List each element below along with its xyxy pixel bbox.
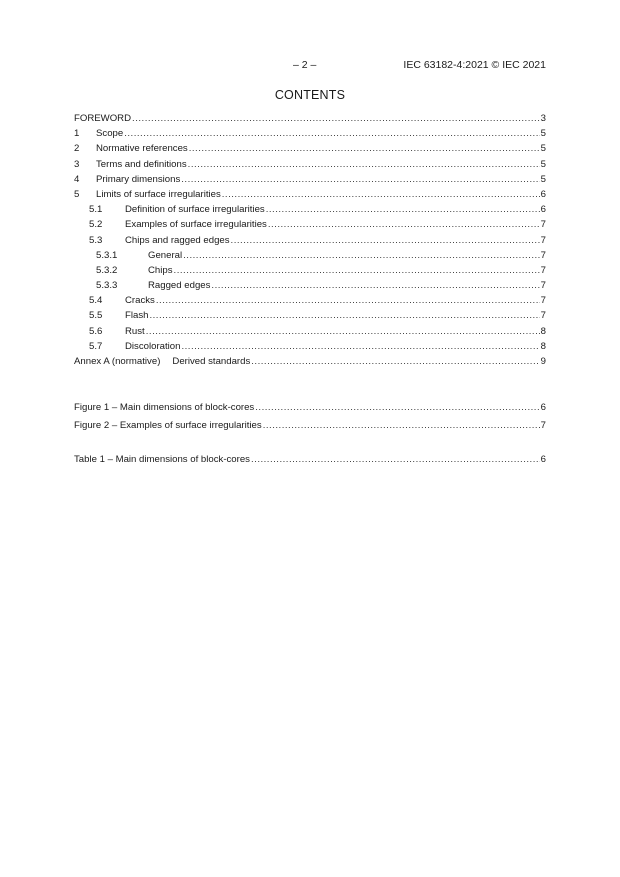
toc-entry-number: 5.2 (89, 219, 103, 231)
toc-entry-label: Primary dimensions (96, 173, 181, 185)
toc-entry-label: Flash (125, 310, 149, 322)
toc-entry-label: Definition of surface irregularities (125, 204, 265, 216)
table-entry-1[interactable] (74, 454, 546, 469)
toc-entry-page: 7 (540, 219, 546, 231)
toc-entry-number: 5.1 (89, 204, 103, 216)
toc-entry-5-7[interactable] (74, 341, 546, 356)
toc-entry-number: 5.4 (89, 295, 103, 307)
dot-leader (132, 113, 540, 124)
dot-leader (183, 250, 540, 261)
toc-entry-page: 7 (540, 234, 546, 246)
page-number: – 2 – (293, 59, 317, 71)
toc-entry-label: Chips and ragged edges (125, 234, 230, 246)
toc-entry-number: 5.3.2 (96, 264, 118, 276)
toc-entry-label: Derived standards (172, 356, 251, 367)
toc-entry-number: 5.3 (89, 234, 103, 246)
toc-entry-number: 4 (74, 173, 80, 185)
dot-leader (181, 341, 539, 352)
toc-entry-number: 5.6 (89, 325, 103, 337)
toc-entry-5-3-2[interactable] (74, 265, 546, 280)
toc-entry-label: Terms and definitions (96, 158, 187, 170)
toc-entry-normative-references[interactable] (74, 143, 546, 158)
dot-leader (188, 159, 540, 170)
toc-entry-number: 5 (74, 188, 80, 200)
toc-entry-scope[interactable] (74, 128, 546, 143)
toc-entry-label: Chips (148, 264, 173, 276)
figure-entry-label: Figure 1 – Main dimensions of block-cores (74, 402, 255, 413)
dot-leader (156, 295, 540, 306)
toc-entry-number: 5.3.1 (96, 249, 118, 261)
table-of-contents (74, 113, 546, 371)
toc-entry-page: 5 (540, 128, 546, 140)
dot-leader (251, 356, 539, 367)
toc-entry-page: 7 (540, 264, 546, 276)
toc-entry-number: 5.3.3 (96, 280, 118, 292)
list-of-figures (74, 402, 546, 437)
toc-entry-label: Discoloration (125, 340, 181, 352)
figure-entry-page: 7 (540, 419, 546, 431)
dot-leader (146, 326, 540, 337)
toc-entry-label: Rust (125, 325, 145, 337)
toc-entry-5-3[interactable] (74, 235, 546, 250)
dot-leader (266, 204, 540, 215)
toc-entry-page: 6 (540, 204, 546, 216)
toc-entry-page: 7 (540, 310, 546, 322)
toc-entry-label: Limits of surface irregularities (96, 188, 221, 200)
list-of-tables (74, 454, 546, 469)
dot-leader (268, 219, 540, 230)
dot-leader (174, 265, 540, 276)
toc-entry-page: 6 (540, 188, 546, 200)
toc-entry-page: 5 (540, 143, 546, 155)
dot-leader (124, 128, 539, 139)
toc-entry-annex-a[interactable] (74, 356, 546, 371)
toc-entry-label: General (148, 249, 183, 261)
dot-leader (222, 189, 540, 200)
toc-entry-label: Examples of surface irregularities (125, 219, 267, 231)
page-title: CONTENTS (274, 88, 346, 102)
toc-entry-page: 5 (540, 158, 546, 170)
toc-entry-page: 3 (540, 113, 546, 124)
toc-entry-page: 7 (540, 280, 546, 292)
toc-entry-number: 1 (74, 128, 80, 140)
toc-entry-label: Scope (96, 128, 124, 140)
toc-entry-terms-definitions[interactable] (74, 159, 546, 174)
dot-leader (149, 310, 539, 321)
toc-entry-5-2[interactable] (74, 219, 546, 234)
toc-entry-number: 5.7 (89, 340, 103, 352)
toc-entry-label: FOREWORD (74, 113, 132, 124)
toc-entry-label: Normative references (96, 143, 188, 155)
toc-entry-foreword[interactable] (74, 113, 546, 128)
dot-leader (231, 235, 540, 246)
figure-entry-label: Figure 2 – Examples of surface irregularities (74, 419, 262, 431)
toc-entry-page: 9 (540, 356, 546, 367)
toc-entry-page: 7 (540, 295, 546, 307)
toc-entry-page: 8 (540, 325, 546, 337)
toc-entry-page: 7 (540, 249, 546, 261)
figure-entry-2[interactable] (74, 420, 546, 438)
figure-entry-page: 6 (540, 402, 546, 413)
standard-reference: IEC 63182-4:2021 © IEC 2021 (403, 59, 546, 71)
toc-entry-page: 8 (540, 340, 546, 352)
toc-entry-limits-surface[interactable] (74, 189, 546, 204)
table-entry-page: 6 (540, 454, 546, 465)
toc-entry-primary-dimensions[interactable] (74, 174, 546, 189)
dot-leader (263, 420, 540, 431)
toc-entry-number: 3 (74, 158, 80, 170)
dot-leader (211, 280, 539, 291)
dot-leader (181, 174, 539, 185)
toc-entry-page: 5 (540, 173, 546, 185)
table-entry-label: Table 1 – Main dimensions of block-cores (74, 454, 250, 465)
toc-entry-5-4[interactable] (74, 295, 546, 310)
toc-entry-5-1[interactable] (74, 204, 546, 219)
dot-leader (255, 402, 539, 413)
toc-entry-number: Annex A (normative) (74, 356, 161, 367)
toc-entry-label: Cracks (125, 295, 155, 307)
toc-entry-label: Ragged edges (148, 280, 211, 292)
toc-entry-5-5[interactable] (74, 310, 546, 325)
figure-entry-1[interactable] (74, 402, 546, 420)
toc-entry-number: 5.5 (89, 310, 103, 322)
toc-entry-5-6[interactable] (74, 326, 546, 341)
dot-leader (251, 454, 540, 465)
toc-entry-5-3-1[interactable] (74, 250, 546, 265)
toc-entry-5-3-3[interactable] (74, 280, 546, 295)
toc-entry-number: 2 (74, 143, 80, 155)
dot-leader (189, 143, 540, 154)
